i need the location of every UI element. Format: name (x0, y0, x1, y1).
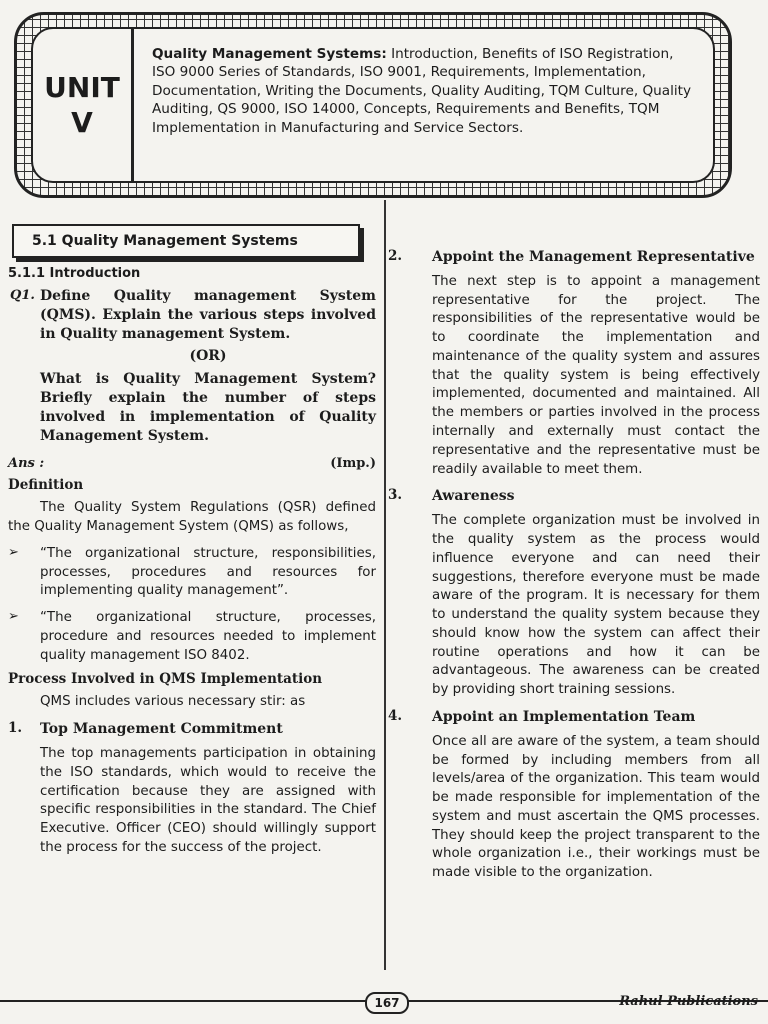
item-number: 2. (388, 248, 403, 264)
column-divider (384, 200, 386, 970)
unit-label-word: UNIT (44, 71, 120, 104)
right-column (388, 240, 760, 883)
publisher-name: Rahul Publications (619, 994, 758, 1009)
unit-topics-title: Quality Management Systems: (152, 46, 387, 62)
bullet-arrow-icon: ➢ (8, 609, 19, 625)
item-title: Appoint the Management Representative (432, 249, 755, 265)
process-heading: Process Involved in QMS Implementation (8, 671, 323, 688)
question-block (10, 287, 376, 344)
item-body: The top managements participation in obtaining the ISO standards, which would to receive the certification because they are assigned with specific responsibilities in the standard. The Chief Executive. Officer (CEO) should willingly support the process for the success of the project. (40, 746, 376, 855)
section-title-banner (12, 224, 360, 258)
numbered-item-3 (388, 487, 760, 506)
answer-label: Ans : (8, 456, 45, 472)
bullet-text-1: “The organizational structure, responsibilities, processes, procedures and resources for implementing quality management”. (40, 545, 376, 599)
item-title: Top Management Commitment (40, 721, 283, 738)
definition-heading: Definition (8, 477, 84, 494)
bullet-item (8, 609, 376, 665)
item-body: The complete organization must be involved in the quality system as the process would influence everyone and can need their suggestions, therefore everyone must be made aware of the program. It is necessary for them to understand the quality system because they should know how the system can affect their routine operations and how it can be advantageous. The awareness can be created by providing short training sessions. (432, 513, 760, 698)
process-paragraph: QMS includes various necessary stir: as (40, 694, 306, 710)
left-column (8, 224, 376, 858)
bullet-text-2: “The organizational structure, processes, procedure and resources needed to implement quality management ISO 8402. (40, 610, 376, 663)
item-number: 1. (8, 720, 23, 737)
importance-label: (Imp.) (330, 456, 376, 472)
question-text-2: What is Quality Management System? Briefly explain the number of steps involved in implementation of Quality Management System. (40, 371, 376, 445)
unit-label (33, 29, 134, 181)
item-title: Awareness (432, 488, 515, 505)
question-alt-block (40, 370, 376, 446)
item-body: Once all are aware of the system, a team should be formed by including members from all levels/area of the organization. This team would be made responsible for implementation of the system and must ascertain the QMS processes. They should keep the project transparent to the whole organization i.e., their workings must be made visible to the organization. (432, 733, 760, 881)
numbered-item-1 (8, 720, 376, 739)
bullet-item (8, 545, 376, 601)
unit-label-number: V (71, 106, 93, 139)
unit-topics-list: Introduction, Benefits of ISO Registration, ISO 9000 Series of Standards, ISO 9001, Requirements, Implementation, Documentation, Writing the Documents, Quality Auditing, TQM Culture, Quality Auditing, QS 9000, ISO 14000, Concepts, Requirements and Benefits, TQM Implementation in Manufacturing and Service Sectors. (152, 46, 692, 136)
unit-header-box (14, 12, 732, 198)
subsection-heading: 5.1.1 Introduction (8, 266, 141, 281)
numbered-item-2 (388, 248, 760, 267)
definition-paragraph: The Quality System Regulations (QSR) defined the Quality Management System (QMS) as follows, (8, 500, 376, 534)
item-body: The next step is to appoint a management representative for the project. The responsibilities of the representative would be to coordinate the implementation and maintenance of the quality system and assures that the quality system is being effectively implemented, documented and maintained. All the members or parties involved in the process internally and externally must contact the representative and the representative must be readily available to meet them. (432, 273, 760, 477)
item-number: 3. (388, 487, 403, 504)
item-number: 4. (388, 707, 403, 724)
numbered-item-4 (388, 708, 760, 727)
question-number: Q1. (10, 288, 35, 303)
section-title: 5.1 Quality Management Systems (32, 233, 298, 249)
page-number: 167 (365, 992, 409, 1014)
answer-row (8, 456, 376, 471)
question-text-1: Define Quality management System (QMS). Explain the various steps involved in Quality management System. (40, 288, 376, 343)
unit-inner-panel (31, 27, 715, 183)
unit-topics (134, 29, 713, 181)
bullet-arrow-icon: ➢ (8, 544, 19, 560)
item-title: Appoint an Implementation Team (432, 708, 696, 725)
or-separator: (OR) (189, 348, 227, 365)
